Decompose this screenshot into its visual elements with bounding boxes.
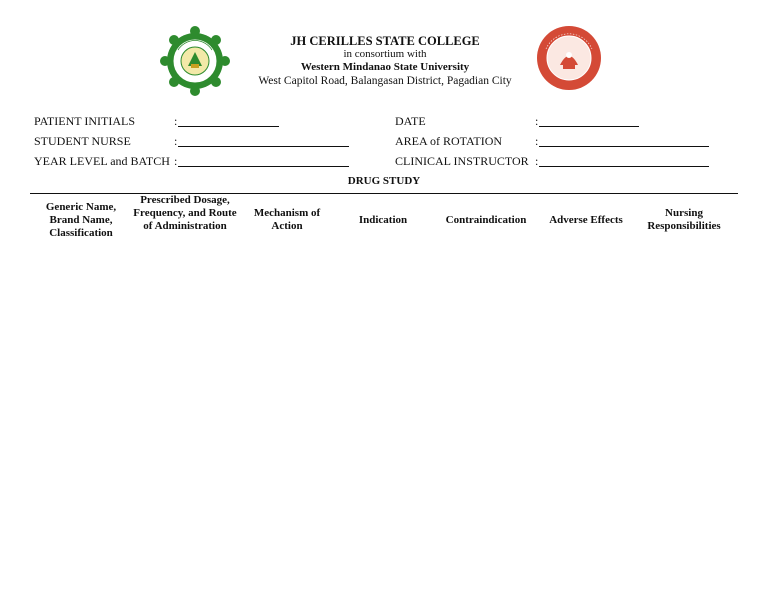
- student-nurse-colon: :: [174, 134, 178, 148]
- col-header-generic-name: Generic Name, Brand Name, Classification: [45, 201, 117, 239]
- col-header-indication: Indication: [358, 214, 408, 226]
- col-header-nursing-responsibilities: Nursing Responsibilities: [647, 207, 721, 232]
- student-nurse-label: STUDENT NURSE: [34, 134, 131, 148]
- year-level-batch-label: YEAR LEVEL and BATCH: [34, 154, 170, 168]
- date-label: DATE: [395, 114, 426, 128]
- year-level-batch-field[interactable]: [178, 166, 349, 167]
- jhcsc-logo: [158, 26, 232, 96]
- school-address: West Capitol Road, Balangasan District, Pagadian City: [258, 75, 512, 87]
- date-field[interactable]: [539, 126, 639, 127]
- clinical-instructor-field[interactable]: [539, 166, 709, 167]
- patient-initials-label: PATIENT INITIALS: [34, 114, 135, 128]
- student-nurse-field[interactable]: [178, 146, 349, 147]
- col-header-mechanism: Mechanism of Action: [253, 207, 321, 232]
- year-level-batch-colon: :: [174, 154, 178, 168]
- school-name: JH CERILLES STATE COLLEGE: [290, 34, 480, 48]
- date-colon: :: [535, 114, 539, 128]
- university-name: Western Mindanao State University: [300, 61, 470, 73]
- col-header-dosage: Prescribed Dosage, Frequency, and Route of Administration: [133, 194, 237, 232]
- wmsu-logo: [536, 25, 602, 91]
- area-rotation-field[interactable]: [539, 146, 709, 147]
- clinical-instructor-colon: :: [535, 154, 539, 168]
- area-rotation-label: AREA of ROTATION: [395, 134, 503, 148]
- col-header-adverse-effects: Adverse Effects: [549, 214, 623, 226]
- drug-study-title: DRUG STUDY: [347, 175, 421, 187]
- area-rotation-colon: :: [535, 134, 539, 148]
- col-header-contraindication: Contraindication: [445, 214, 527, 226]
- patient-initials-field[interactable]: [178, 126, 279, 127]
- patient-initials-colon: :: [174, 114, 178, 128]
- clinical-instructor-label: CLINICAL INSTRUCTOR: [395, 154, 529, 168]
- consortium-text: in consortium with: [343, 48, 427, 60]
- school-header: [240, 34, 530, 88]
